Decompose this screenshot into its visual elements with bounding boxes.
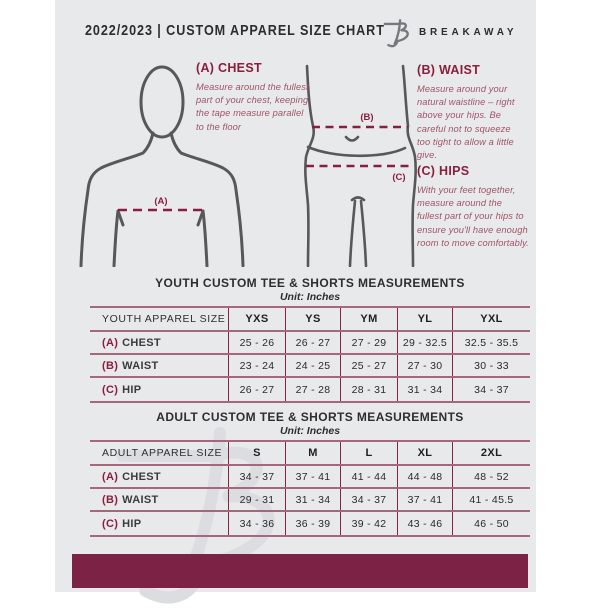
page-title: 2022/2023 | CUSTOM APPAREL SIZE CHART	[85, 22, 385, 39]
adult-size-label: ADULT APPAREL SIZE	[102, 447, 223, 459]
row-key: (A)	[102, 470, 119, 483]
table-row	[90, 466, 530, 489]
cell-value: 29 - 32.5	[397, 332, 452, 353]
youth-size-yl: YL	[397, 308, 452, 330]
belly-button	[346, 137, 358, 141]
youth-size-ys: YS	[285, 308, 340, 330]
table-row	[90, 332, 530, 355]
cell-value: 31 - 34	[397, 378, 452, 401]
cell-value: 39 - 42	[340, 512, 397, 535]
adult-size-m: M	[285, 442, 340, 464]
waist-instructions: Measure around your natural waistline – right above your hips. Be careful not to squeeze too tight to allow a little give.	[417, 84, 515, 160]
cell-value: 34 - 37	[340, 489, 397, 510]
cell-value: 37 - 41	[285, 466, 340, 487]
row-name: CHEST	[122, 336, 161, 349]
cell-value: 26 - 27	[285, 332, 340, 353]
cell-value: 23 - 24	[228, 355, 285, 376]
youth-size-yxl: YXL	[452, 308, 530, 330]
adult-size-table	[90, 440, 530, 537]
brand-name: BREAKAWAY	[419, 27, 518, 38]
cell-value: 34 - 37	[228, 466, 285, 487]
adult-table-header-row	[90, 442, 530, 466]
hips-instructions: With your feet together, measure around the fullest part of your hips to ensure you'll have enough room to move comfortably.	[417, 185, 529, 248]
cell-value: 46 - 50	[452, 512, 530, 535]
cell-value: 25 - 27	[340, 355, 397, 376]
cell-value: 24 - 25	[285, 355, 340, 376]
youth-table-header-row	[90, 308, 530, 332]
youth-section-title: YOUTH CUSTOM TEE & SHORTS MEASUREMENTS	[155, 276, 465, 290]
cell-value: 34 - 37	[452, 378, 530, 401]
youth-size-ym: YM	[340, 308, 397, 330]
cell-value: 44 - 48	[397, 466, 452, 487]
footer-bar	[72, 554, 528, 588]
cell-value: 28 - 31	[340, 378, 397, 401]
row-key: (A)	[102, 336, 119, 349]
cell-value: 27 - 29	[340, 332, 397, 353]
hips-figure-label: (C)	[392, 172, 406, 183]
row-key: (C)	[102, 517, 119, 530]
table-row	[90, 378, 530, 401]
row-key: (B)	[102, 359, 119, 372]
size-chart-flyer	[55, 0, 536, 592]
cell-value: 41 - 44	[340, 466, 397, 487]
chest-figure-label: (A)	[154, 196, 168, 207]
cell-value: 30 - 33	[452, 355, 530, 376]
cell-value: 25 - 26	[228, 332, 285, 353]
adult-section-title: ADULT CUSTOM TEE & SHORTS MEASUREMENTS	[156, 410, 464, 424]
table-row	[90, 512, 530, 535]
breakaway-logo-icon	[383, 17, 410, 48]
table-row	[90, 489, 530, 512]
adult-size-l: L	[340, 442, 397, 464]
adult-unit-label: Unit: Inches	[279, 425, 341, 437]
cell-value: 32.5 - 35.5	[452, 332, 530, 353]
cell-value: 43 - 46	[397, 512, 452, 535]
youth-unit-label: Unit: Inches	[279, 291, 341, 303]
adult-size-xl: XL	[397, 442, 452, 464]
waist-heading: (B) WAIST	[417, 63, 481, 77]
waistband-curve	[308, 147, 405, 156]
youth-size-yxs: YXS	[228, 308, 285, 330]
youth-size-label: YOUTH APPAREL SIZE	[102, 313, 226, 325]
waist-figure-label: (B)	[360, 112, 374, 123]
chest-instructions: Measure around the fullest part of your chest, keeping the tape measure parallel to the floor	[196, 82, 309, 132]
cell-value: 34 - 36	[228, 512, 285, 535]
cell-value: 48 - 52	[452, 466, 530, 487]
row-name: HIP	[122, 517, 142, 530]
cell-value: 29 - 31	[228, 489, 285, 510]
cell-value: 41 - 45.5	[452, 489, 530, 510]
cell-value: 27 - 30	[397, 355, 452, 376]
cell-value: 36 - 39	[285, 512, 340, 535]
row-name: WAIST	[122, 359, 159, 372]
cell-value: 27 - 28	[285, 378, 340, 401]
row-key: (B)	[102, 493, 119, 506]
cell-value: 31 - 34	[285, 489, 340, 510]
table-row	[90, 355, 530, 378]
cell-value: 26 - 27	[228, 378, 285, 401]
row-key: (C)	[102, 383, 119, 396]
waist-hips-figure-illustration	[295, 58, 425, 267]
row-name: WAIST	[122, 493, 159, 506]
adult-size-s: S	[228, 442, 285, 464]
hips-heading: (C) HIPS	[417, 164, 470, 178]
youth-size-table	[90, 306, 530, 403]
row-name: CHEST	[122, 470, 161, 483]
row-name: HIP	[122, 383, 142, 396]
adult-size-2xl: 2XL	[452, 442, 530, 464]
cell-value: 37 - 41	[397, 489, 452, 510]
figure-head-outline	[141, 67, 183, 137]
chest-heading: (A) CHEST	[196, 61, 262, 75]
